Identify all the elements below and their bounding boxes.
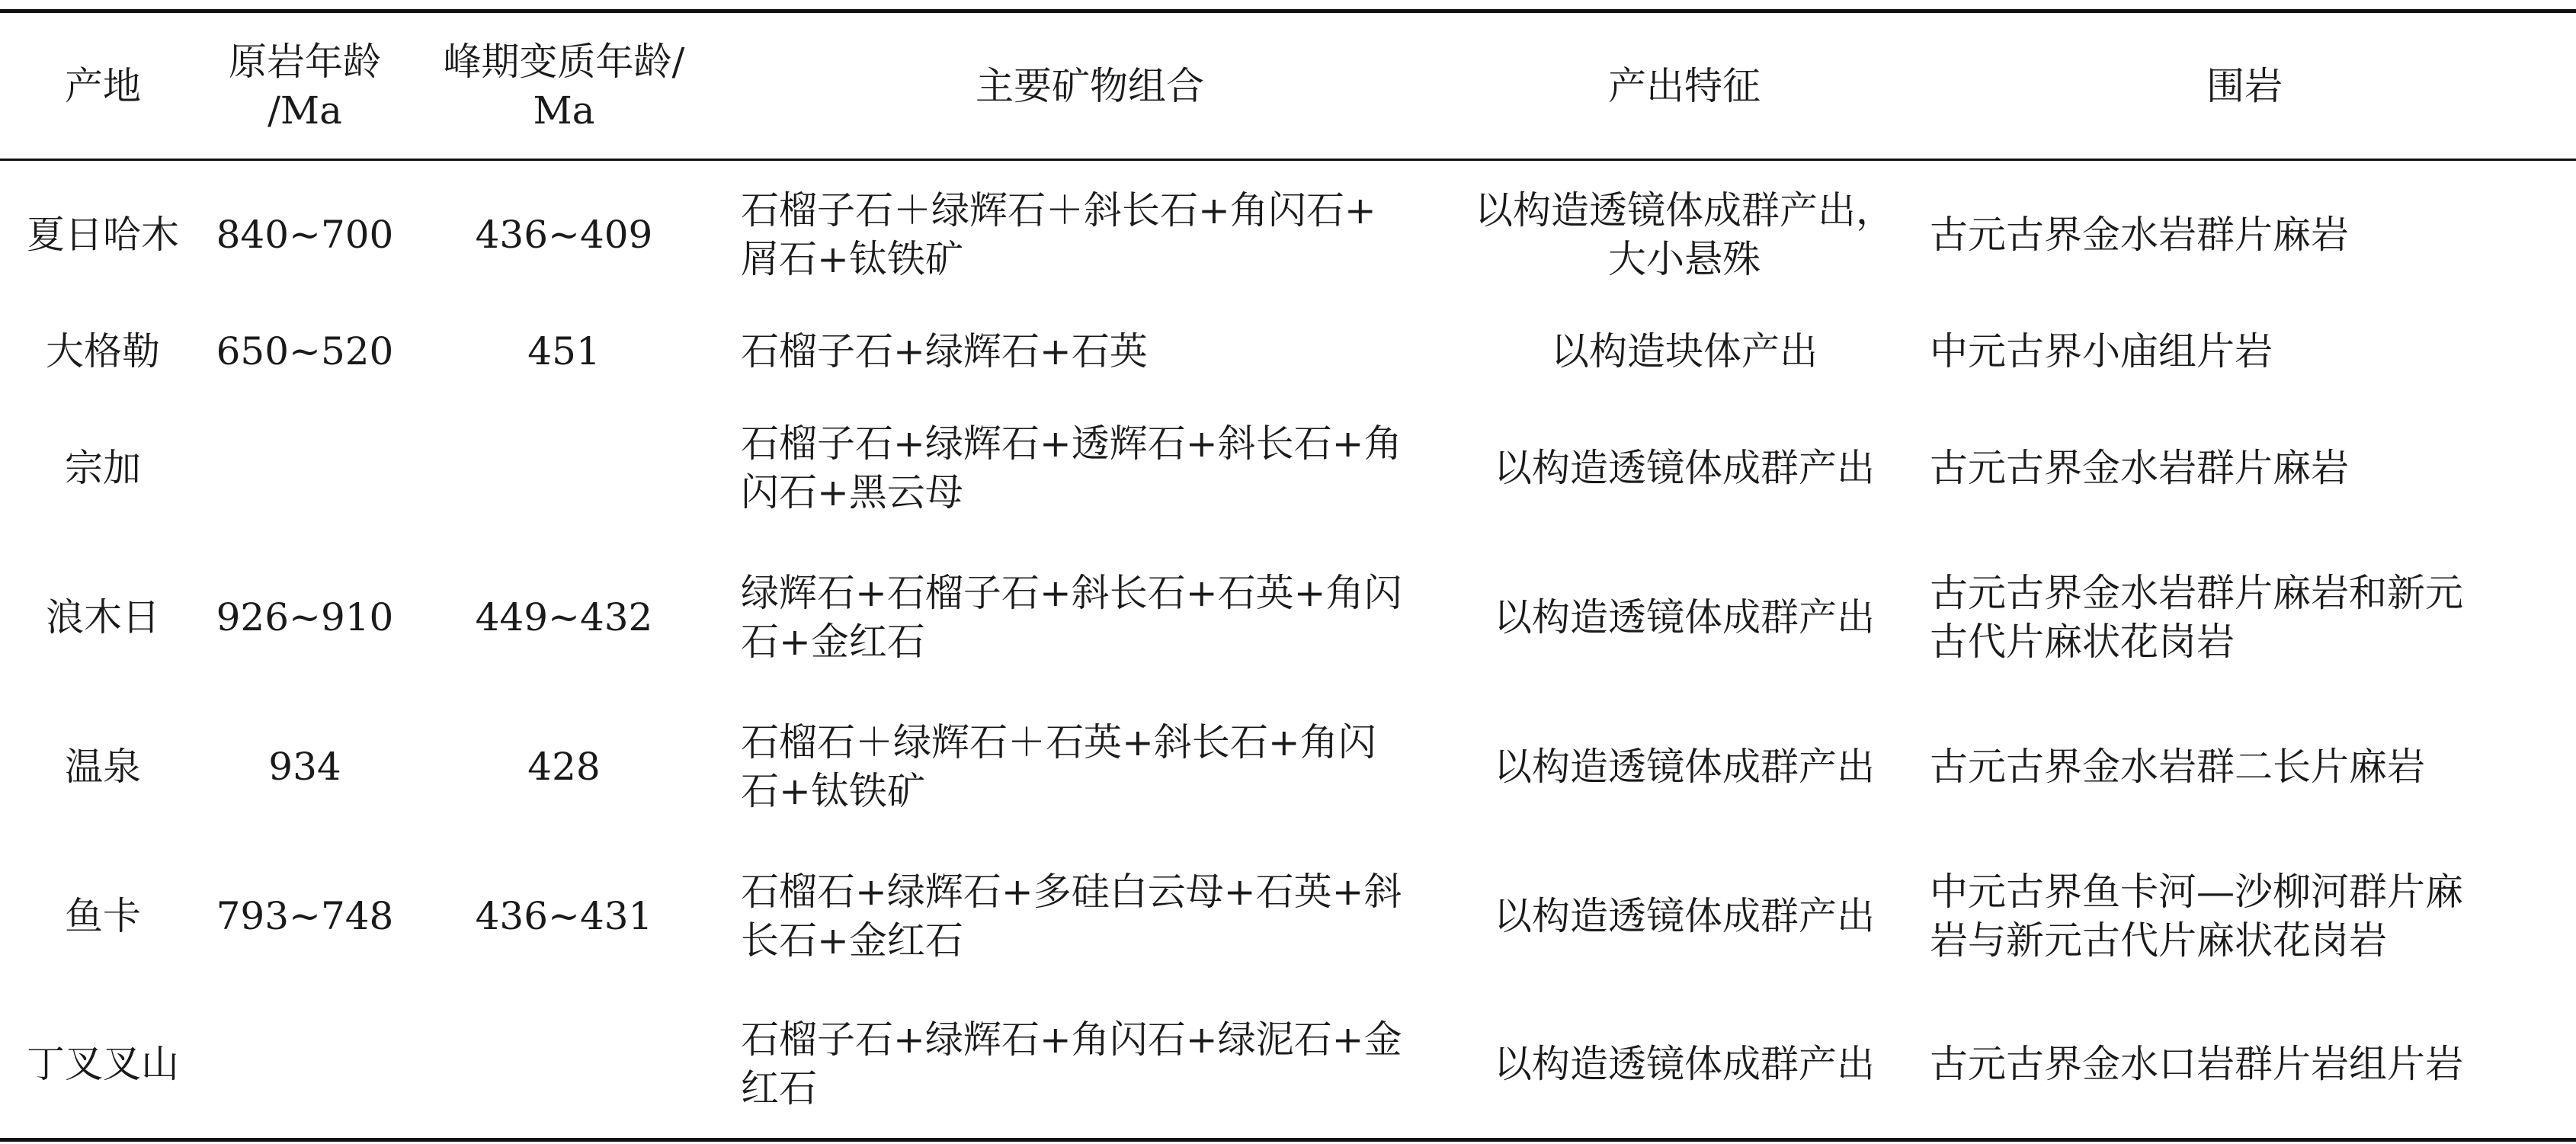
cell-peak-age: 449~432 <box>475 594 653 639</box>
cell-occurrence <box>1456 841 1913 991</box>
cell-wall-rock-line: 古元古界金水口岩群片岩组片岩 <box>1930 1042 2463 1087</box>
cell-wall-rock-line: 岩与新元古代片麻状花岗岩 <box>1930 918 2387 963</box>
cell-occurrence-line: 以构造透镜体成群产出， <box>1475 188 1894 233</box>
cell-occurrence-line: 大小悬殊 <box>1608 237 1761 282</box>
cell-locality: 宗加 <box>65 445 141 490</box>
cell-wall-rock-line: 古代片麻状花岗岩 <box>1930 619 2235 664</box>
header-row <box>0 11 2576 160</box>
cell-minerals-line: 屑石+钛铁矿 <box>741 237 963 282</box>
cell-minerals-line: 石榴子石+绿辉石+透辉石+斜长石+角 <box>741 421 1402 466</box>
cell-protolith-age <box>206 991 404 1140</box>
cell-occurrence <box>1456 543 1913 692</box>
cell-wall-rock-line: 古元古界金水岩群片麻岩 <box>1930 445 2349 490</box>
cell-locality: 大格勒 <box>46 328 160 373</box>
cell-locality: 温泉 <box>65 744 141 789</box>
cell-wall-rock <box>1913 543 2576 692</box>
cell-locality: 夏日哈木 <box>27 213 179 258</box>
table-header <box>0 11 2576 160</box>
eclogite-localities-table <box>0 9 2576 1142</box>
table-row <box>0 543 2576 692</box>
cell-minerals-line: 石+钛铁矿 <box>741 768 925 813</box>
cell-peak-age <box>404 991 724 1140</box>
table-row <box>0 841 2576 991</box>
cell-occurrence-line: 以构造透镜体成群产出 <box>1494 445 1875 490</box>
header-protolith-age-line-2: /Ma <box>268 88 342 133</box>
cell-minerals-line: 石榴子石＋绿辉石＋斜长石+角闪石+ <box>741 188 1376 233</box>
cell-minerals-line: 石榴子石+绿辉石+角闪石+绿泥石+金 <box>741 1017 1402 1062</box>
cell-occurrence <box>1456 160 1913 309</box>
cell-occurrence-line: 以构造透镜体成群产出 <box>1494 1042 1875 1087</box>
cell-protolith-age: 650~520 <box>216 328 394 373</box>
table-row <box>0 692 2576 841</box>
cell-peak-age <box>404 393 724 543</box>
cell-minerals-line: 绿辉石+石榴子石+斜长石+石英+角闪 <box>741 570 1402 615</box>
cell-minerals <box>724 692 1456 841</box>
cell-wall-rock-line: 古元古界金水岩群二长片麻岩 <box>1930 744 2425 789</box>
cell-occurrence-line: 以构造透镜体成群产出 <box>1494 893 1875 938</box>
cell-minerals-line: 红石 <box>741 1066 817 1111</box>
header-wall-rock: 围岩 <box>2206 63 2283 108</box>
cell-peak-age: 436~409 <box>475 213 653 258</box>
header-occurrence: 产出特征 <box>1608 63 1761 108</box>
cell-wall-rock-line: 古元古界金水岩群片麻岩和新元 <box>1930 570 2463 615</box>
cell-occurrence <box>1456 393 1913 543</box>
cell-protolith-age: 934 <box>268 744 341 789</box>
cell-minerals-line: 长石+金红石 <box>741 918 963 963</box>
cell-occurrence <box>1456 991 1913 1140</box>
cell-wall-rock <box>1913 160 2576 309</box>
header-peak-age-line-1: 峰期变质年龄/ <box>443 39 685 84</box>
cell-minerals-line: 石+金红石 <box>741 619 925 664</box>
cell-occurrence <box>1456 309 1913 393</box>
cell-minerals <box>724 841 1456 991</box>
table-row <box>0 991 2576 1140</box>
header-peak-metamorphic-age <box>404 11 724 160</box>
cell-peak-age: 436~431 <box>475 893 653 938</box>
table-body <box>0 160 2576 1140</box>
cell-wall-rock-line: 中元古界鱼卡河—沙柳河群片麻 <box>1930 869 2463 914</box>
cell-wall-rock <box>1913 393 2576 543</box>
cell-locality: 鱼卡 <box>65 893 141 938</box>
cell-locality: 浪木日 <box>46 594 160 639</box>
cell-occurrence-line: 以构造透镜体成群产出 <box>1494 594 1875 639</box>
cell-minerals <box>724 160 1456 309</box>
cell-minerals <box>724 393 1456 543</box>
table-row <box>0 309 2576 393</box>
cell-peak-age: 451 <box>527 328 601 373</box>
eclogite-table-container <box>0 9 2576 1142</box>
cell-protolith-age: 793~748 <box>216 893 394 938</box>
cell-wall-rock-line: 中元古界小庙组片岩 <box>1930 328 2273 373</box>
table-row <box>0 393 2576 543</box>
cell-protolith-age: 926~910 <box>216 594 394 639</box>
cell-occurrence-line: 以构造块体产出 <box>1551 328 1818 373</box>
cell-wall-rock <box>1913 309 2576 393</box>
cell-occurrence <box>1456 692 1913 841</box>
header-protolith-age <box>206 11 404 160</box>
cell-minerals <box>724 309 1456 393</box>
cell-minerals-line: 石榴石＋绿辉石＋石英+斜长石+角闪 <box>741 719 1376 764</box>
header-mineral-assemblage: 主要矿物组合 <box>976 63 1204 108</box>
cell-protolith-age: 840~700 <box>216 213 394 258</box>
cell-minerals-line: 石榴石+绿辉石+多硅白云母+石英+斜 <box>741 869 1402 914</box>
cell-protolith-age <box>206 393 404 543</box>
cell-locality: 丁叉叉山 <box>27 1042 179 1087</box>
table-row <box>0 160 2576 309</box>
cell-wall-rock-line: 古元古界金水岩群片麻岩 <box>1930 213 2349 258</box>
cell-minerals-line: 石榴子石+绿辉石+石英 <box>741 328 1148 373</box>
header-protolith-age-line-1: 原岩年龄 <box>229 39 381 84</box>
cell-wall-rock <box>1913 692 2576 841</box>
cell-wall-rock <box>1913 991 2576 1140</box>
header-locality: 产地 <box>65 63 141 108</box>
cell-occurrence-line: 以构造透镜体成群产出 <box>1494 744 1875 789</box>
cell-minerals <box>724 543 1456 692</box>
header-peak-age-line-2: Ma <box>533 88 595 133</box>
cell-wall-rock <box>1913 841 2576 991</box>
cell-minerals-line: 闪石+黑云母 <box>741 469 963 514</box>
cell-minerals <box>724 991 1456 1140</box>
cell-peak-age: 428 <box>527 744 601 789</box>
